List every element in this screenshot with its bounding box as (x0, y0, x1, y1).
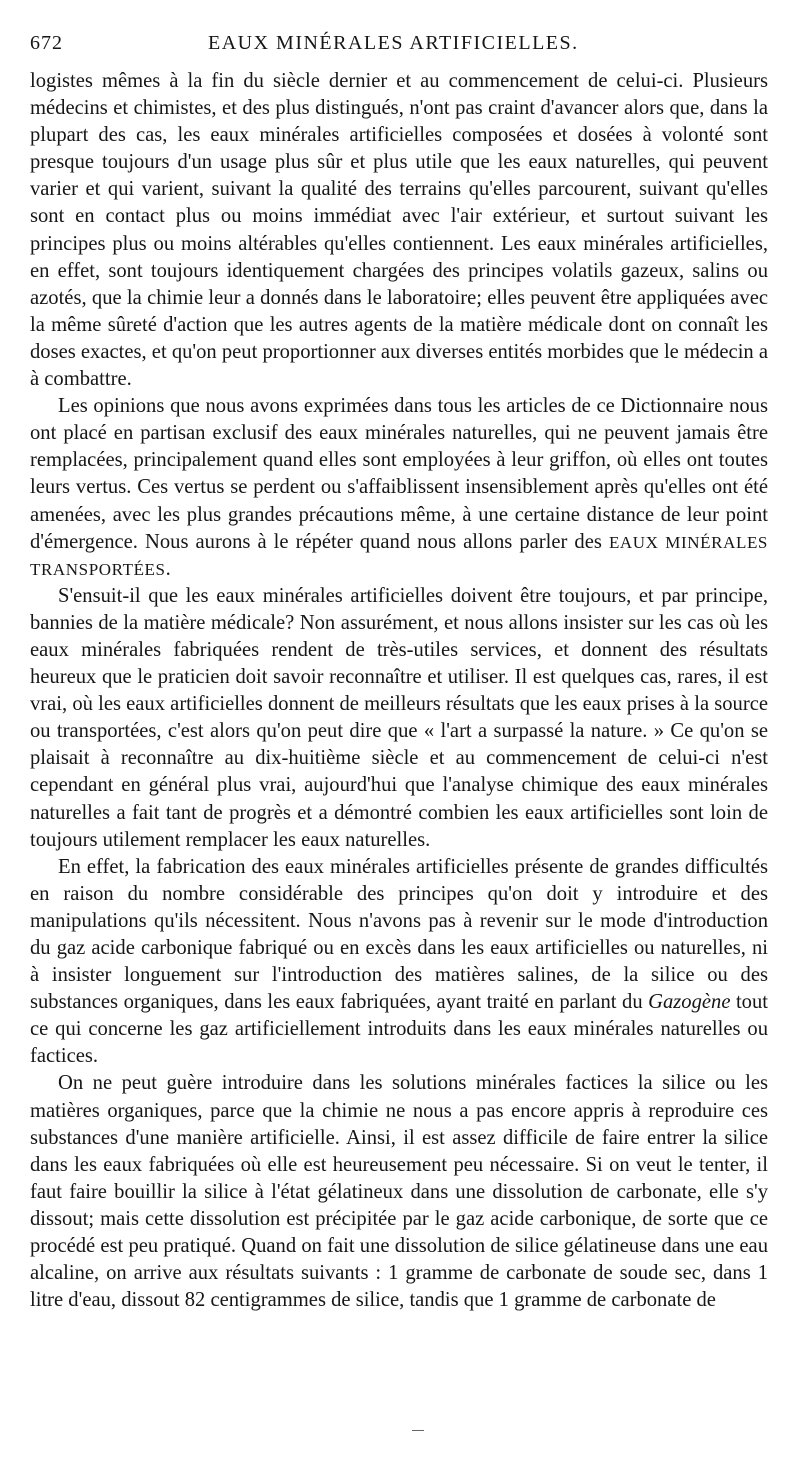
paragraph-text: Les opinions que nous avons exprimées dans tous les articles de ce Dictionnaire nous ont placé en partisan exclusif des eaux minérales naturelles, qui ne peuvent jamais être remplacées, principalement quand elles sont employées à leur griffon, où elles ont toutes leurs vertus. Ces vertus se perdent ou s'affaiblissent insensiblement après qu'elles ont été amenées, avec les plus grandes précautions même, à une certaine distance de leur point d'émergence. Nous aurons à le répéter quand nous allons parler des (30, 395, 768, 553)
page-header (30, 28, 768, 56)
paragraph (30, 854, 768, 1071)
paragraph-text: En effet, la fabrication des eaux minérales artificielles présente de grandes difficultés en raison du nombre considérable des principes qu'on doit y introduire et des manipulations qu'ils nécessitent. Nous n'avons pas à revenir sur le mode d'introduction du gaz acide carbonique fabriqué ou en excès dans les eaux artificielles ou naturelles, ni à insister longuement sur l'introduction des matières salines, de la silice ou des substances organiques, dans les eaux fabriquées, ayant traité en parlant du (30, 855, 768, 1014)
italic-term: Gazogène (648, 991, 731, 1014)
paragraph (30, 393, 768, 583)
body-text (30, 68, 768, 1314)
paragraph: On ne peut guère introduire dans les solutions minérales factices la silice ou les matières organiques, parce que la chimie ne nous a pas encore appris à reproduire ces substances d'une manière artificielle. Ainsi, il est assez difficile de faire entrer la silice dans les eaux fabriquées où elle est heureusement peu nécessaire. Si on veut le tenter, il faut faire bouillir la silice à l'état gélatineux dans une dissolution de carbonate, elle s'y dissout; mais cette dissolution est précipitée par le gaz acide carbonique, de sorte que ce procédé est peu pratiqué. Quand on fait une dissolution de silice gélatineuse dans une eau alcaline, on arrive aux résultats suivants : 1 gramme de carbonate de soude sec, dans 1 litre d'eau, dissout 82 centigrammes de silice, tandis que 1 gramme de carbonate de (30, 1072, 768, 1312)
paragraph: S'ensuit-il que les eaux minérales artificielles doivent être toujours, et par principe, bannies de la matière médicale? Non assurément, et nous allons insister sur les cas où les eaux minérales fabriquées rendent de très-utiles services, et donnent des résultats heureux que le praticien doit savoir reconnaître et utiliser. Il est quelques cas, rares, il est vrai, où les eaux artificielles donnent de meilleurs résultats que les eaux prises à la source ou transportées, c'est alors qu'on peut dire que « l'art a surpassé la nature. » Ce qu'on se plaisait à reconnaître au dix-huitième siècle et au commencement de celui-ci n'est cependant en général plus vrai, aujourd'hui que l'analyse chimique des eaux minérales naturelles a fait tant de progrès et a démontré combien les eaux artificielles sont loin de toujours utilement remplacer les eaux naturelles. (30, 584, 768, 851)
cross-reference: EAUX MINÉRALES TRANSPORTÉES (30, 532, 768, 579)
page-number: 672 (30, 32, 63, 54)
footer-mark (412, 1430, 424, 1431)
paragraph: logistes mêmes à la fin du siècle dernier et au commencement de celui-ci. Plusieurs médecins et chimistes, et des plus distingués, n'ont pas craint d'avancer alors que, dans la plupart des cas, les eaux minérales artificielles composées et dosées à volonté sont presque toujours d'un usage plus sûr et plus utile que les eaux naturelles, qui peuvent varier et qui varient, suivant la qualité des terrains qu'elles parcourent, suivant qu'elles sont en contact plus ou moins immédiat avec l'air extérieur, et surtout suivant les principes plus ou moins altérables qu'elles contiennent. Les eaux minérales artificielles, en effet, sont toujours identiquement chargées des principes volatils gazeux, salins ou azotés, que la chimie leur a donnés dans le laboratoire; elles peuvent être appliquées avec la même sûreté d'action que les autres agents de la matière médicale dont on connaît les doses exactes, et qu'on peut proportionner aux diverses entités morbides que le médecin a à combattre. (30, 70, 768, 391)
running-title: EAUX MINÉRALES ARTIFICIELLES. (208, 32, 579, 54)
document-page (30, 28, 768, 1314)
paragraph-text: tout ce qui concerne les gaz artificiellement introduits dans les eaux minérales naturelles ou factices. (30, 991, 768, 1068)
paragraph-text: . (165, 557, 171, 580)
